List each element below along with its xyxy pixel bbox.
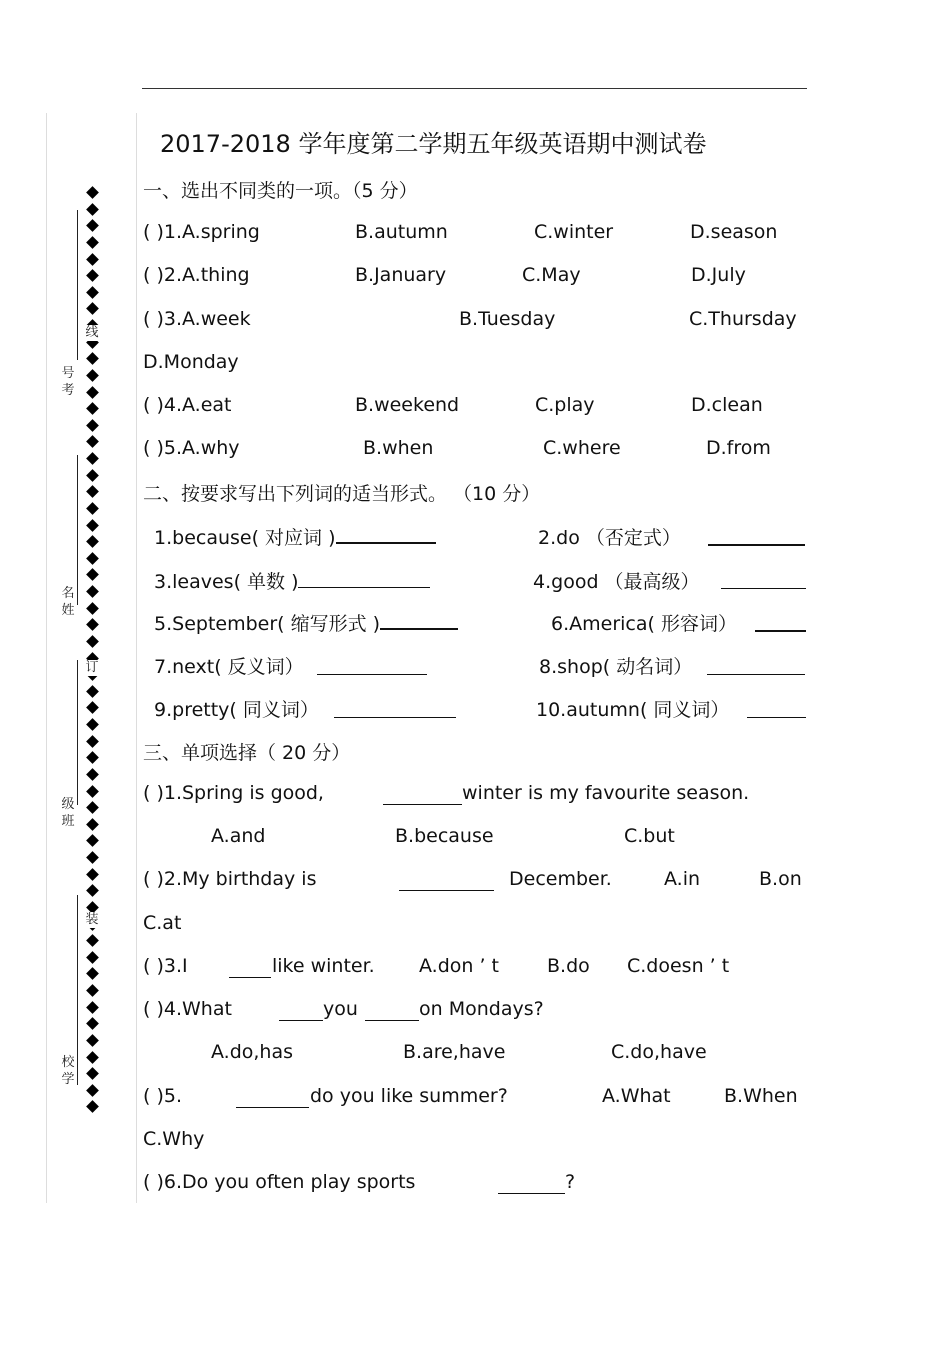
s1-q4-b: B.weekend bbox=[355, 394, 460, 416]
s3-q3-opt-b: B.do bbox=[547, 955, 590, 977]
binding-diamond bbox=[86, 1017, 99, 1030]
s3-q3-stem-a: ( )3.I bbox=[143, 955, 188, 977]
binding-line bbox=[77, 895, 78, 1085]
s2-q9-label: 9.pretty( 同义词） bbox=[154, 699, 319, 721]
s3-q4-stem-a: ( )4.What bbox=[143, 998, 232, 1020]
s2-q1-label: 1.because( 对应词 ) bbox=[154, 527, 336, 549]
side-label-class: 级 班 bbox=[61, 797, 75, 829]
binding-diamond bbox=[86, 751, 99, 764]
s2-q9 bbox=[154, 695, 319, 722]
binding-diamond bbox=[86, 768, 99, 781]
s3-q3-opt-a: A.don ’ t bbox=[419, 955, 499, 977]
binding-diamond bbox=[86, 1051, 99, 1064]
s2-q2-label: 2.do （否定式） bbox=[538, 527, 681, 549]
answer-blank[interactable] bbox=[747, 699, 806, 718]
answer-blank[interactable] bbox=[498, 1175, 565, 1194]
answer-blank[interactable] bbox=[399, 872, 494, 891]
s3-q4-stem-b: you bbox=[323, 998, 358, 1020]
s1-q5-num: ( )5.A.why bbox=[143, 437, 240, 459]
s1-q3-num: ( )3.A.week bbox=[143, 308, 251, 330]
answer-blank[interactable] bbox=[229, 959, 271, 978]
binding-diamond bbox=[86, 519, 99, 532]
answer-blank[interactable] bbox=[279, 1002, 323, 1021]
page-title: 2017-2018 学年度第二学期五年级英语期中测试卷 bbox=[160, 130, 707, 158]
s1-q2-c: C.May bbox=[522, 264, 581, 286]
s3-q5-opt-b: B.When bbox=[724, 1085, 798, 1107]
binding-diamond bbox=[86, 419, 99, 432]
binding-diamond bbox=[86, 934, 99, 947]
s3-q2-opt-b: B.on bbox=[759, 868, 802, 890]
binding-diamond bbox=[86, 569, 99, 582]
answer-blank[interactable] bbox=[755, 612, 806, 632]
s3-q1-opt-c: C.but bbox=[624, 825, 675, 847]
s3-q4-stem-c: on Mondays? bbox=[419, 998, 544, 1020]
s2-q7 bbox=[154, 652, 304, 679]
s2-q10-label: 10.autumn( 同义词） bbox=[536, 699, 730, 721]
binding-diamond bbox=[86, 785, 99, 798]
s1-q1-d: D.season bbox=[690, 221, 778, 243]
s1-q5-c: C.where bbox=[543, 437, 621, 459]
s1-q4-d: D.clean bbox=[691, 394, 763, 416]
binding-diamond bbox=[86, 1034, 99, 1047]
binding-diamond bbox=[86, 1067, 99, 1080]
binding-diamond bbox=[86, 186, 99, 199]
binding-diamond bbox=[86, 685, 99, 698]
s3-q2-stem-b: December. bbox=[509, 868, 612, 890]
s1-q1-num: ( )1.A.spring bbox=[143, 221, 260, 243]
s2-q7-label: 7.next( 反义词） bbox=[154, 656, 304, 678]
s3-q3-stem-b: like winter. bbox=[272, 955, 375, 977]
binding-diamond bbox=[86, 502, 99, 515]
s3-q6-stem-b: ? bbox=[565, 1171, 576, 1193]
binding-diamond bbox=[86, 585, 99, 598]
answer-blank[interactable] bbox=[380, 610, 458, 630]
answer-blank[interactable] bbox=[336, 524, 436, 544]
side-label-exam-number: 号 考 bbox=[61, 366, 75, 398]
side-label-school: 校 学 bbox=[61, 1055, 75, 1087]
binding-line bbox=[77, 210, 78, 360]
s2-q5 bbox=[154, 609, 458, 636]
binding-diamond bbox=[86, 436, 99, 449]
binding-diamond bbox=[86, 702, 99, 715]
s1-q2-b: B.January bbox=[355, 264, 447, 286]
binding-char-ding: 订 bbox=[85, 660, 99, 675]
binding-diamond bbox=[86, 352, 99, 365]
s2-q1 bbox=[154, 523, 436, 550]
binding-diamond bbox=[86, 236, 99, 249]
answer-blank[interactable] bbox=[383, 786, 462, 805]
s2-q6-label: 6.America( 形容词） bbox=[551, 613, 737, 635]
s1-q3-c: C.Thursday bbox=[689, 308, 797, 330]
binding-diamond bbox=[86, 203, 99, 216]
s3-q1-stem-b: winter is my favourite season. bbox=[462, 782, 750, 804]
binding-diamond bbox=[86, 618, 99, 631]
answer-blank[interactable] bbox=[365, 1002, 419, 1021]
answer-blank[interactable] bbox=[721, 570, 806, 589]
s2-q10 bbox=[536, 695, 729, 722]
s2-q4 bbox=[533, 567, 700, 594]
binding-diamond bbox=[86, 968, 99, 981]
s3-q4-opt-b: B.are,have bbox=[403, 1041, 506, 1063]
binding-line bbox=[77, 660, 78, 805]
s3-q2-opt-a: A.in bbox=[664, 868, 701, 890]
s2-q4-label: 4.good （最高级） bbox=[533, 571, 700, 593]
answer-blank[interactable] bbox=[236, 1089, 309, 1108]
binding-diamond bbox=[86, 286, 99, 299]
binding-diamond bbox=[86, 485, 99, 498]
answer-blank[interactable] bbox=[708, 526, 805, 546]
s3-q1-stem-a: ( )1.Spring is good, bbox=[143, 782, 324, 804]
s2-q3 bbox=[154, 567, 430, 594]
s1-q2-num: ( )2.A.thing bbox=[143, 264, 250, 286]
s1-q4-num: ( )4.A.eat bbox=[143, 394, 232, 416]
binding-diamond bbox=[86, 552, 99, 565]
s2-q5-label: 5.September( 缩写形式 ) bbox=[154, 613, 381, 635]
binding-diamond bbox=[86, 635, 99, 648]
binding-diamond bbox=[86, 602, 99, 615]
binding-diamond bbox=[86, 884, 99, 897]
section3-heading: 三、单项选择（ 20 分） bbox=[143, 742, 351, 764]
binding-diamond bbox=[86, 269, 99, 282]
binding-diamond bbox=[86, 718, 99, 731]
s1-q1-b: B.autumn bbox=[355, 221, 448, 243]
s2-q8 bbox=[539, 652, 692, 679]
s1-q4-c: C.play bbox=[535, 394, 595, 416]
s3-q2-opt-c: C.at bbox=[143, 912, 182, 934]
answer-blank[interactable] bbox=[334, 699, 456, 718]
binding-diamond bbox=[86, 1084, 99, 1097]
s2-q2 bbox=[538, 523, 681, 550]
margin-line bbox=[46, 113, 47, 1203]
binding-diamond bbox=[86, 386, 99, 399]
binding-diamond bbox=[86, 818, 99, 831]
binding-diamond bbox=[86, 984, 99, 997]
s2-q8-label: 8.shop( 动名词） bbox=[539, 656, 693, 678]
s2-q6 bbox=[551, 609, 737, 636]
s1-q2-d: D.July bbox=[691, 264, 746, 286]
s3-q5-stem-a: ( )5. bbox=[143, 1085, 182, 1107]
binding-diamond bbox=[86, 535, 99, 548]
s3-q4-opt-a: A.do,has bbox=[211, 1041, 294, 1063]
s3-q5-opt-c: C.Why bbox=[143, 1128, 205, 1150]
s1-q5-d: D.from bbox=[706, 437, 771, 459]
section1-heading: 一、选出不同类的一项。（5 分） bbox=[143, 180, 418, 202]
binding-diamond bbox=[86, 851, 99, 864]
binding-diamond bbox=[86, 452, 99, 465]
binding-diamond bbox=[86, 1101, 99, 1114]
top-rule bbox=[142, 88, 807, 89]
s2-q3-label: 3.leaves( 单数 ) bbox=[154, 571, 299, 593]
binding-diamond bbox=[86, 835, 99, 848]
s3-q3-opt-c: C.doesn ’ t bbox=[627, 955, 730, 977]
s3-q1-opt-a: A.and bbox=[211, 825, 266, 847]
binding-char-xian: 线 bbox=[85, 325, 99, 340]
s3-q1-opt-b: B.because bbox=[395, 825, 494, 847]
binding-diamond bbox=[86, 253, 99, 266]
answer-blank[interactable] bbox=[707, 656, 805, 675]
binding-diamond bbox=[86, 369, 99, 382]
s3-q5-opt-a: A.What bbox=[602, 1085, 671, 1107]
s1-q3-d: D.Monday bbox=[143, 351, 239, 373]
section2-heading: 二、按要求写出下列词的适当形式。 （10 分） bbox=[143, 483, 541, 505]
side-label-name: 名 姓 bbox=[61, 586, 75, 618]
binding-diamond bbox=[86, 219, 99, 232]
s3-q6-stem-a: ( )6.Do you often play sports bbox=[143, 1171, 416, 1193]
s3-q2-stem-a: ( )2.My birthday is bbox=[143, 868, 317, 890]
answer-blank[interactable] bbox=[298, 569, 430, 588]
s3-q5-stem-b: do you like summer? bbox=[310, 1085, 508, 1107]
s1-q5-b: B.when bbox=[363, 437, 434, 459]
s1-q3-b: B.Tuesday bbox=[459, 308, 556, 330]
answer-blank[interactable] bbox=[317, 656, 427, 675]
binding-diamond bbox=[86, 402, 99, 415]
content-divider bbox=[136, 113, 137, 1203]
binding-diamond bbox=[86, 469, 99, 482]
binding-diamond bbox=[86, 735, 99, 748]
binding-line bbox=[77, 455, 78, 605]
s3-q4-opt-c: C.do,have bbox=[611, 1041, 707, 1063]
binding-char-zhuang: 装 bbox=[85, 912, 99, 927]
binding-diamond bbox=[86, 1001, 99, 1014]
s1-q1-c: C.winter bbox=[534, 221, 614, 243]
binding-diamond bbox=[86, 303, 99, 316]
binding-diamond bbox=[86, 801, 99, 814]
binding-diamond bbox=[86, 951, 99, 964]
binding-diamond bbox=[86, 868, 99, 881]
